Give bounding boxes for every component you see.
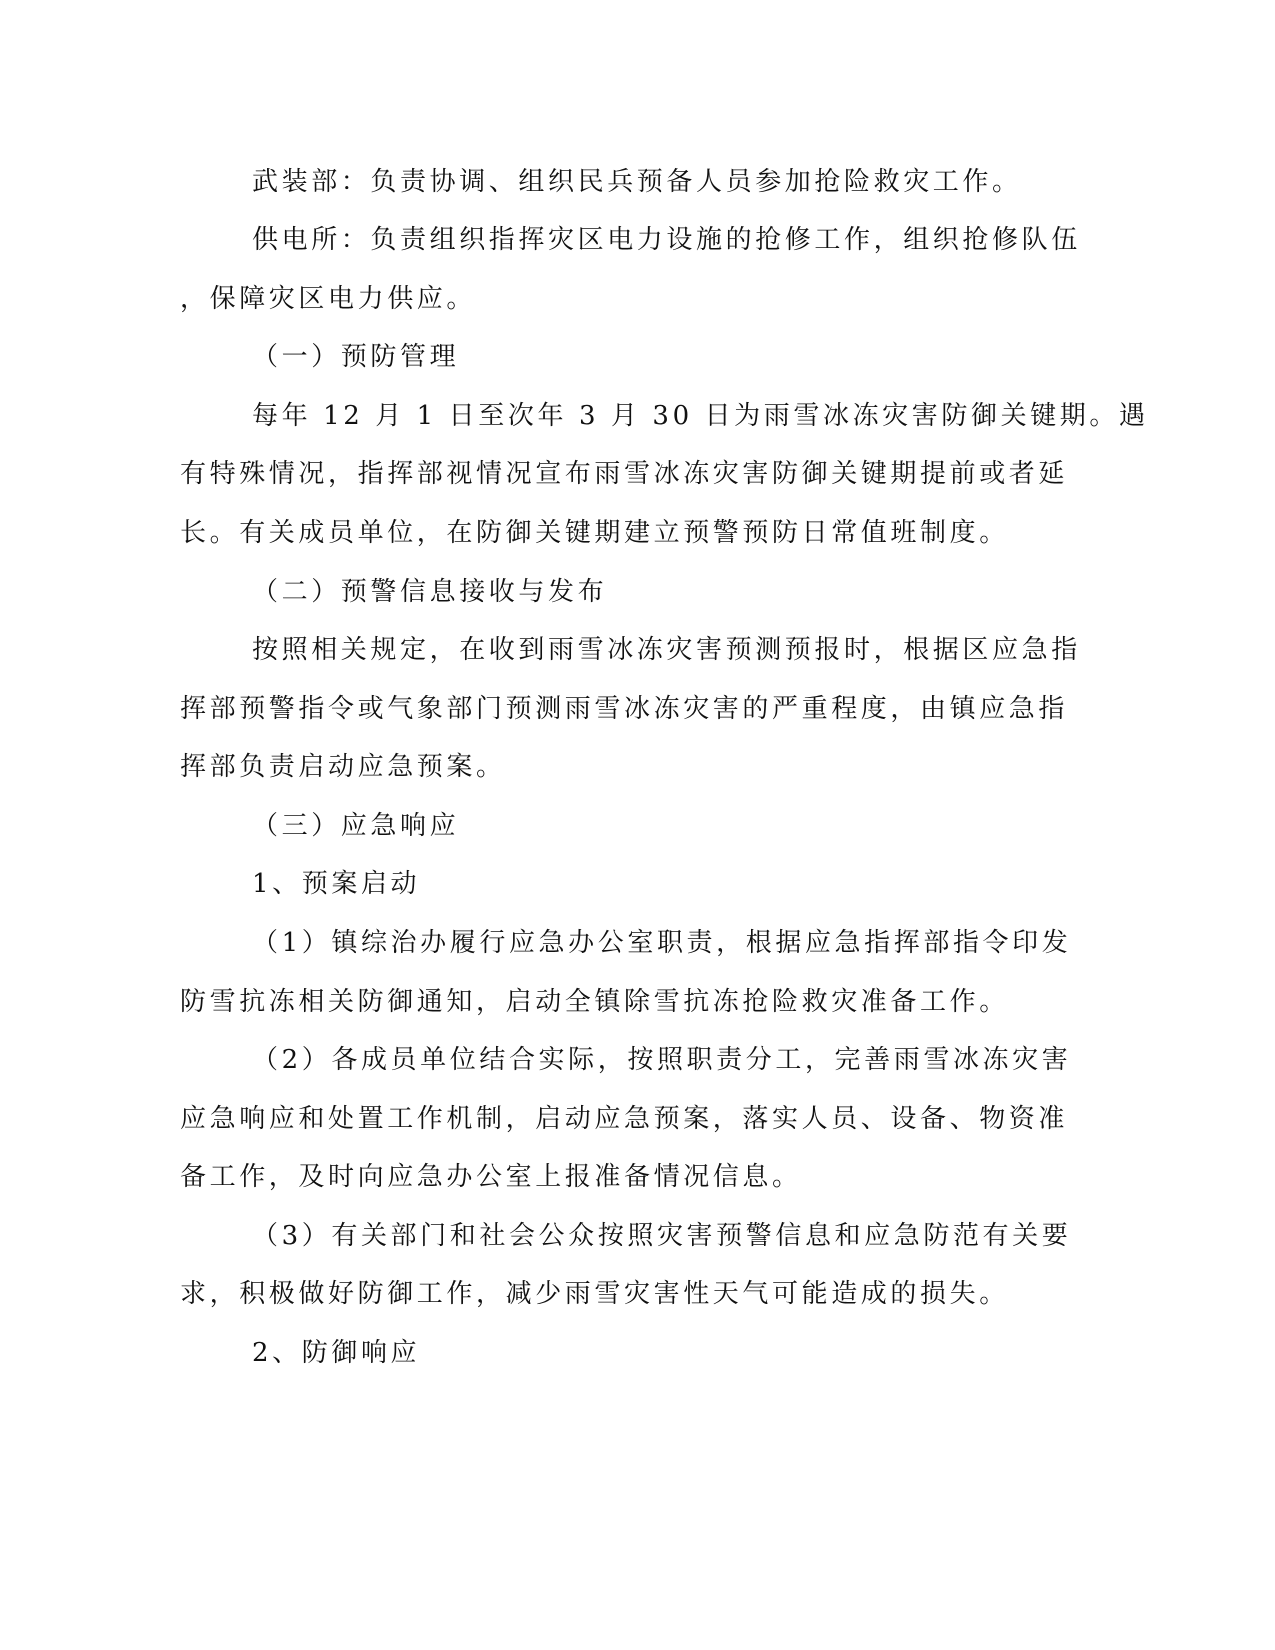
text-line-key-period: 每年 12 月 1 日至次年 3 月 30 日为雨雪冰冻灾害防御关键期。遇: [252, 401, 1149, 431]
text-line-item-2: （2）各成员单位结合实际，按照职责分工，完善雨雪冰冻灾害: [252, 1045, 1072, 1075]
text-line-item-2-cont-1: 应急响应和处置工作机制，启动应急预案，落实人员、设备、物资准: [180, 1104, 1069, 1134]
text-line-item-1-cont: 防雪抗冻相关防御通知，启动全镇除雪抗冻抢险救灾准备工作。: [180, 987, 1009, 1017]
text-line-item-3-cont: 求，积极做好防御工作，减少雨雪灾害性天气可能造成的损失。: [180, 1279, 1009, 1309]
section-heading-prevention: （一）预防管理: [252, 342, 460, 372]
text-line-item-2-cont-2: 备工作，及时向应急办公室上报准备情况信息。: [180, 1162, 802, 1192]
text-line-item-1: （1）镇综治办履行应急办公室职责，根据应急指挥部指令印发: [252, 928, 1072, 958]
text-line-warning: 按照相关规定，在收到雨雪冰冻灾害预测预报时，根据区应急指: [252, 635, 1081, 665]
text-line-warning-cont-1: 挥部预警指令或气象部门预测雨雪冰冻灾害的严重程度，由镇应急指: [180, 694, 1069, 724]
text-line-key-period-cont-1: 有特殊情况，指挥部视情况宣布雨雪冰冻灾害防御关键期提前或者延: [180, 459, 1069, 489]
section-heading-warning: （二）预警信息接收与发布: [252, 577, 608, 607]
text-line-warning-cont-2: 挥部负责启动应急预案。: [180, 752, 506, 782]
section-heading-response: （三）应急响应: [252, 811, 460, 841]
subheading-plan-start: 1、预案启动: [252, 869, 421, 899]
text-line-gongdiansuo-cont: ，保障灾区电力供应。: [180, 284, 477, 314]
subheading-defense-response: 2、防御响应: [252, 1338, 421, 1368]
text-line-key-period-cont-2: 长。有关成员单位，在防御关键期建立预警预防日常值班制度。: [180, 518, 1009, 548]
text-line-item-3: （3）有关部门和社会公众按照灾害预警信息和应急防范有关要: [252, 1221, 1072, 1251]
text-line-wuzhuangbu: 武装部：负责协调、组织民兵预备人员参加抢险救灾工作。: [252, 167, 1022, 197]
text-line-gongdiansuo: 供电所：负责组织指挥灾区电力设施的抢修工作，组织抢修队伍: [252, 225, 1081, 255]
